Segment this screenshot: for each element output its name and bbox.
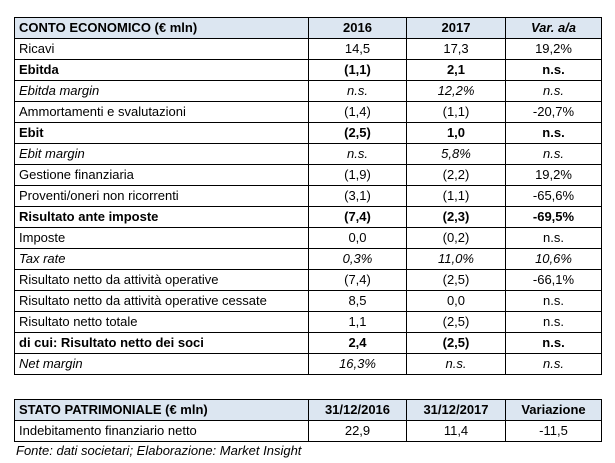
value-var: -65,6% [506,186,602,207]
row-label: Imposte [15,228,309,249]
row-label: Net margin [15,354,309,375]
value-2017: 0,0 [407,291,506,312]
value-2017: 12,2% [407,81,506,102]
row-label: Risultato netto da attività operative [15,270,309,291]
table-row [15,144,602,165]
value-var: n.s. [506,144,602,165]
value-2017: (2,3) [407,207,506,228]
row-label: Ebit [15,123,309,144]
value-2016: (3,1) [309,186,407,207]
table-row [15,60,602,81]
row-label: Ebitda [15,60,309,81]
conto-economico-header-row [15,18,602,39]
table-row [15,102,602,123]
value-2017: 1,0 [407,123,506,144]
value-2017: (0,2) [407,228,506,249]
row-label: Indebitamento finanziario netto [15,421,309,442]
stato-patrimoniale-table [14,399,602,442]
row-label: Tax rate [15,249,309,270]
row-label: Ebit margin [15,144,309,165]
value-2016: 0,3% [309,249,407,270]
row-label: Risultato netto da attività operative cessate [15,291,309,312]
stato-patrimoniale-header-row [15,400,602,421]
table-row [15,123,602,144]
table-row [15,421,602,442]
row-label: Risultato netto totale [15,312,309,333]
table-row [15,354,602,375]
table-row [15,228,602,249]
table-row [15,165,602,186]
value-2016: 1,1 [309,312,407,333]
header-date-2016: 31/12/2016 [309,400,407,421]
table-row [15,39,602,60]
value-var: n.s. [506,60,602,81]
table-row [15,312,602,333]
value-var: n.s. [506,354,602,375]
value-2017: (1,1) [407,186,506,207]
row-label: Ebitda margin [15,81,309,102]
conto-economico-table [14,17,602,375]
value-var: -20,7% [506,102,602,123]
value-var: 19,2% [506,39,602,60]
table-row [15,249,602,270]
value-2016: (1,9) [309,165,407,186]
header-var [506,18,602,39]
value-2017: (1,1) [407,102,506,123]
value-2017: 2,1 [407,60,506,81]
value-2016: (7,4) [309,207,407,228]
row-label: di cui: Risultato netto dei soci [15,333,309,354]
value-2017: (2,5) [407,312,506,333]
value-2016: n.s. [309,81,407,102]
row-label: Proventi/oneri non ricorrenti [15,186,309,207]
header-label: CONTO ECONOMICO (€ mln) [15,18,309,39]
value-var: n.s. [506,123,602,144]
value-2017: 11,0% [407,249,506,270]
value-2017: (2,2) [407,165,506,186]
header-2017: 2017 [407,18,506,39]
table-row [15,270,602,291]
header-label: STATO PATRIMONIALE (€ mln) [15,400,309,421]
value-var: -66,1% [506,270,602,291]
value-2017: 5,8% [407,144,506,165]
value-2016: 14,5 [309,39,407,60]
value-2017: (2,5) [407,333,506,354]
table-row [15,81,602,102]
value-var: n.s. [506,81,602,102]
source-note: Fonte: dati societari; Elaborazione: Market Insight [16,443,302,458]
value-2016: (2,5) [309,123,407,144]
header-2016: 2016 [309,18,407,39]
value-2016: (7,4) [309,270,407,291]
value-2016: n.s. [309,144,407,165]
stato-patrimoniale-body [15,400,602,442]
value-2017: (2,5) [407,270,506,291]
value-var: 10,6% [506,249,602,270]
header-variazione: Variazione [506,400,602,421]
header-date-2017: 31/12/2017 [407,400,506,421]
conto-economico-body [15,18,602,375]
value-2016: 2,4 [309,333,407,354]
value-2016: 0,0 [309,228,407,249]
header-var-text: Var. a/a [530,20,577,35]
value-2017: 11,4 [407,421,506,442]
table-row [15,186,602,207]
value-var: n.s. [506,312,602,333]
value-2016: 8,5 [309,291,407,312]
value-2017: n.s. [407,354,506,375]
table-row [15,333,602,354]
value-var: -69,5% [506,207,602,228]
row-label: Ammortamenti e svalutazioni [15,102,309,123]
value-2016: 22,9 [309,421,407,442]
row-label: Risultato ante imposte [15,207,309,228]
table-row [15,291,602,312]
value-2016: 16,3% [309,354,407,375]
row-label: Ricavi [15,39,309,60]
value-var: n.s. [506,291,602,312]
value-var: 19,2% [506,165,602,186]
value-var: -11,5 [506,421,602,442]
value-2016: (1,1) [309,60,407,81]
value-2017: 17,3 [407,39,506,60]
value-var: n.s. [506,228,602,249]
table-row [15,207,602,228]
row-label: Gestione finanziaria [15,165,309,186]
value-var: n.s. [506,333,602,354]
value-2016: (1,4) [309,102,407,123]
